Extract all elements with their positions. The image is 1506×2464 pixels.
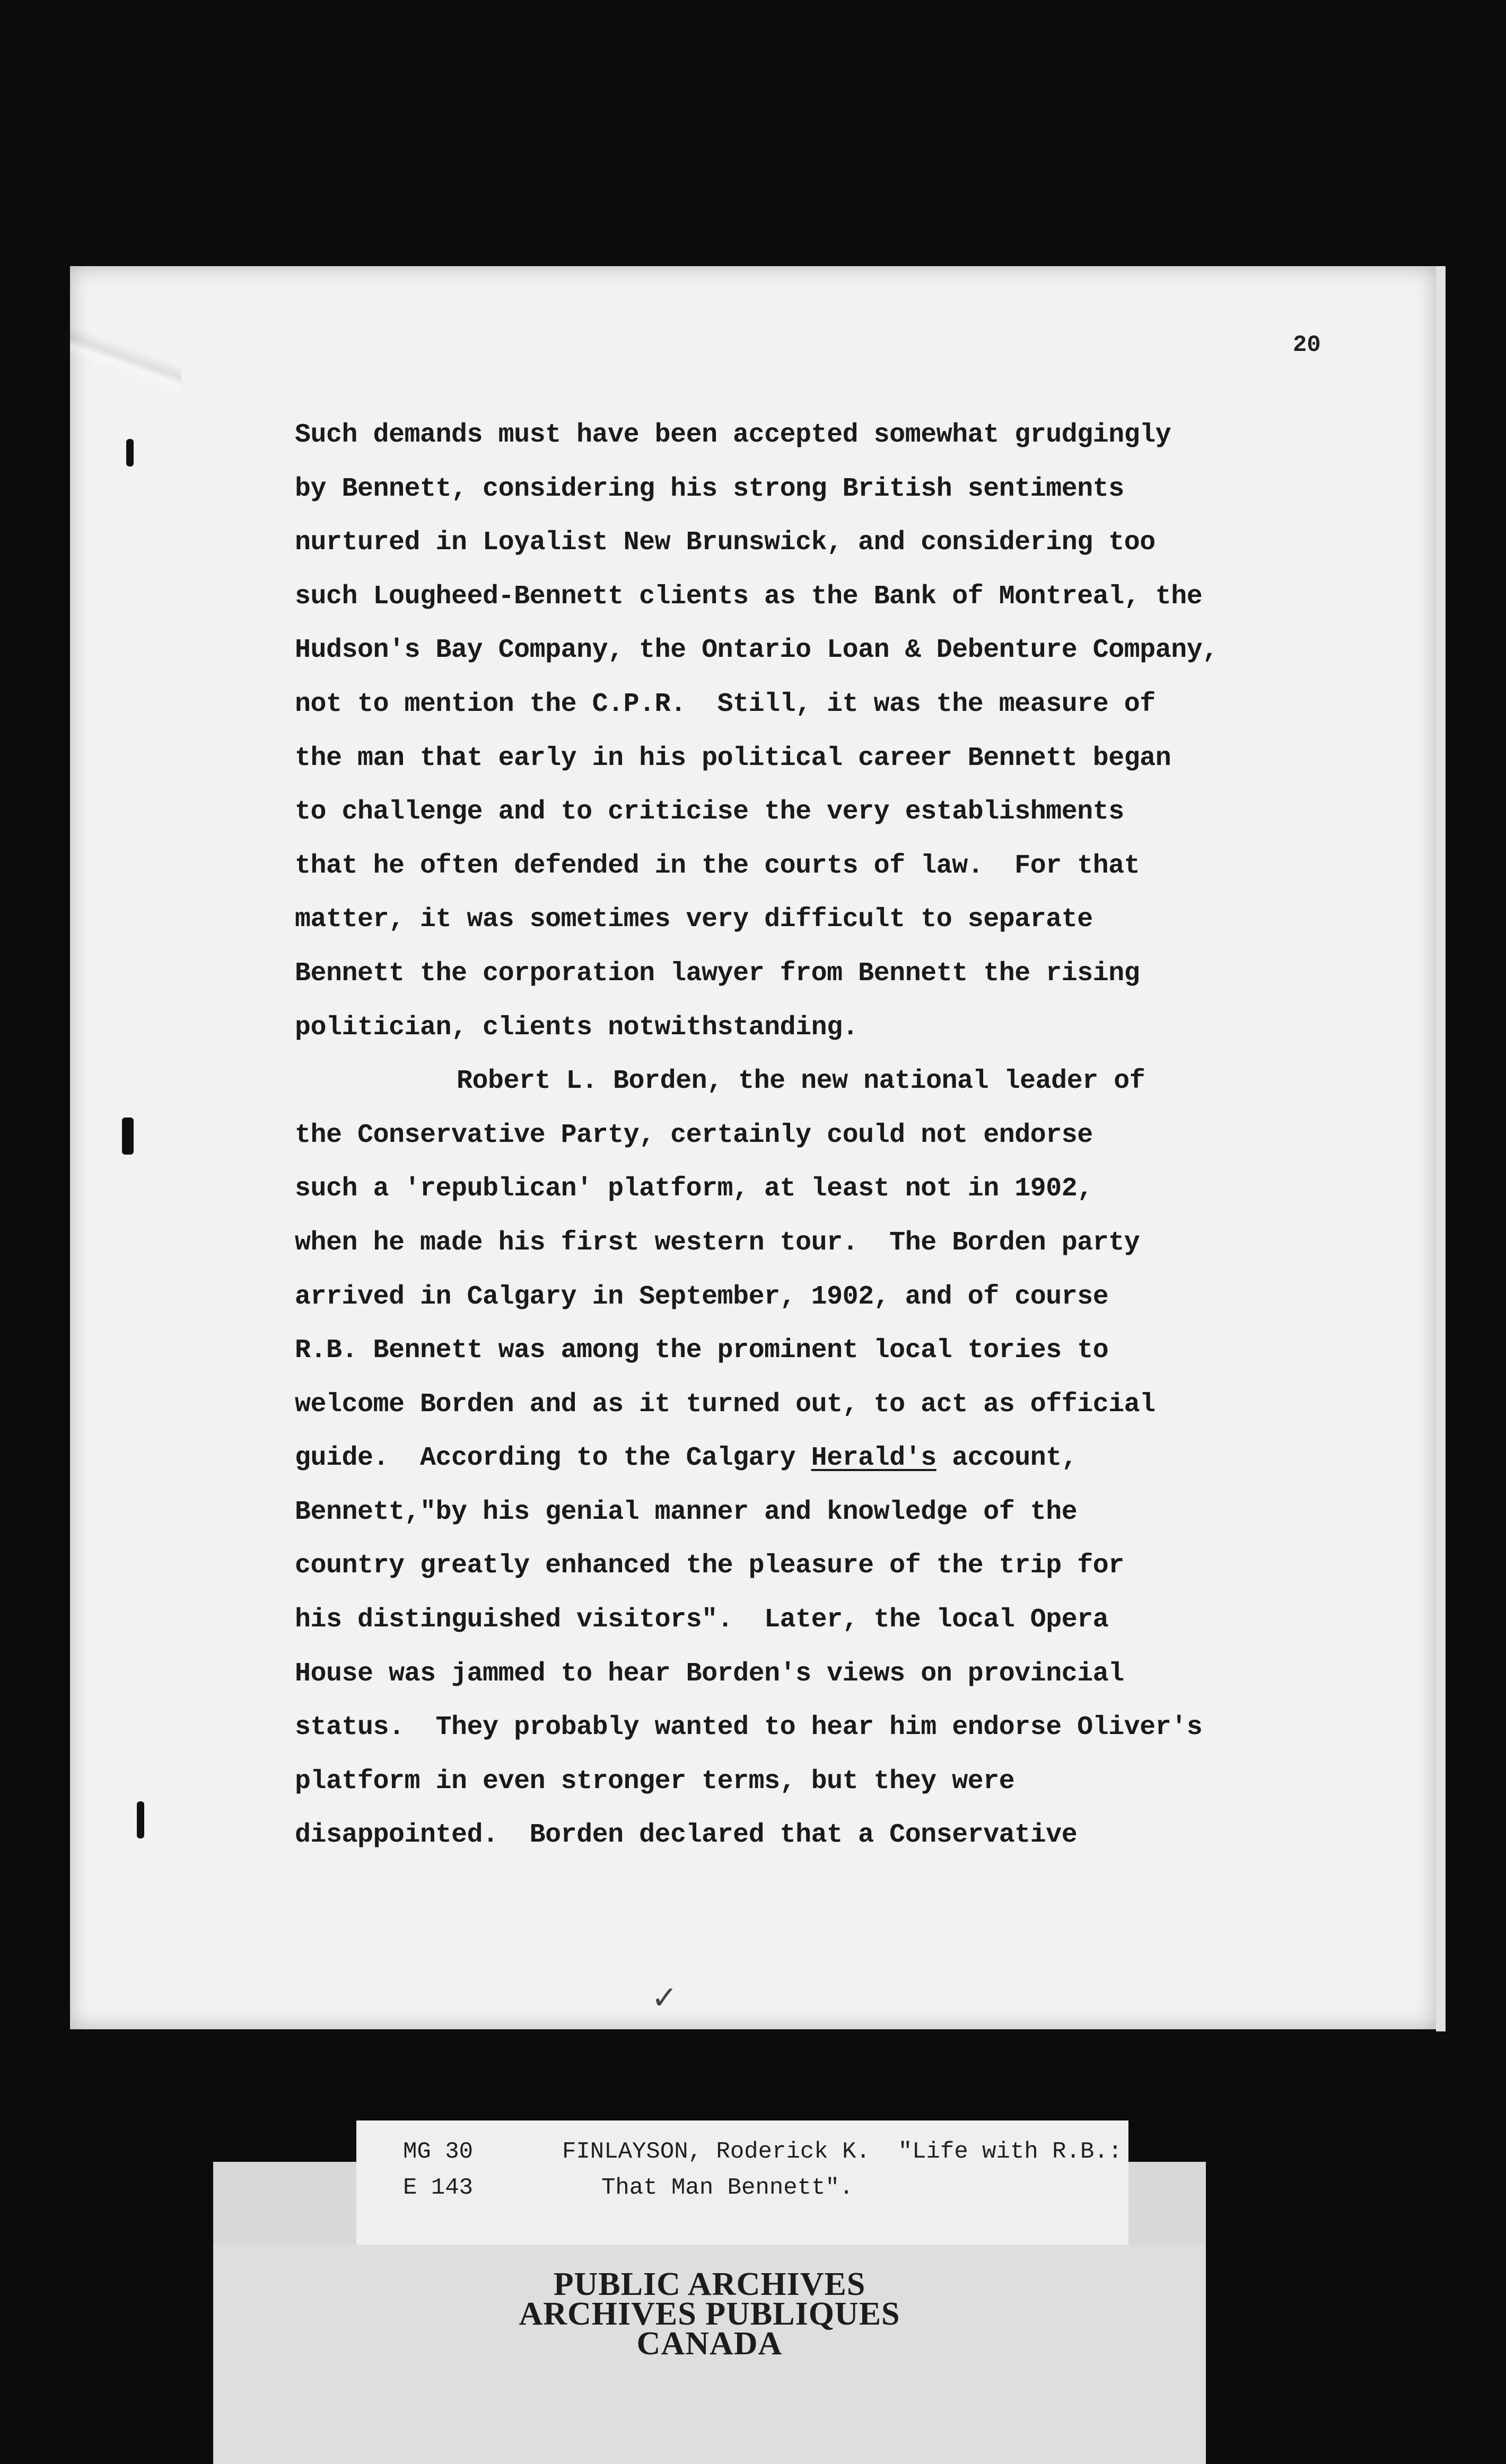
text-line: the Conservative Party, certainly could not endorse <box>295 1120 1093 1150</box>
text-line: Robert L. Borden, the new national leader of <box>457 1066 1145 1097</box>
text-line: Bennett the corporation lawyer from Bennett the rising <box>295 958 1140 989</box>
text-line: status. They probably wanted to hear him endorse Oliver's <box>295 1712 1203 1743</box>
text-line: disappointed. Borden declared that a Conservative <box>295 1820 1078 1851</box>
margin-mark <box>137 1801 144 1838</box>
reference-mg: MG 30 <box>403 2139 474 2165</box>
page-number: 20 <box>1293 332 1321 358</box>
reference-e: E 143 <box>403 2175 474 2201</box>
text-segment: account, <box>936 1443 1078 1474</box>
text-line: not to mention the C.P.R. Still, it was the measure of <box>295 689 1155 719</box>
text-line: that he often defended in the courts of law. For that <box>295 850 1140 881</box>
text-line: his distinguished visitors". Later, the local Opera <box>295 1605 1109 1635</box>
text-line: platform in even stronger terms, but they were <box>295 1766 1015 1797</box>
text-line: arrived in Calgary in September, 1902, and of course <box>295 1281 1109 1312</box>
page-edge <box>1436 266 1446 2031</box>
text-line: such a 'republican' platform, at least not in 1902, <box>295 1174 1093 1204</box>
text-line: politician, clients notwithstanding. <box>295 1012 859 1043</box>
text-line: Hudson's Bay Company, the Ontario Loan & Debenture Company, <box>295 635 1218 666</box>
typed-body <box>295 408 1371 1862</box>
check-mark-icon: ✓ <box>651 1979 678 2017</box>
text-line: House was jammed to hear Borden's views on provincial <box>295 1658 1124 1689</box>
text-line: to challenge and to criticise the very establishments <box>295 797 1124 828</box>
text-segment: guide. According to the Calgary <box>295 1443 811 1474</box>
underlined-title: Herald's <box>811 1443 936 1474</box>
text-line: matter, it was sometimes very difficult to separate <box>295 904 1093 935</box>
text-line: when he made his first western tour. The Borden party <box>295 1227 1140 1258</box>
stamp-line-3: CANADA <box>636 2326 783 2362</box>
text-line: the man that early in his political career Bennett began <box>295 743 1171 773</box>
page-fold-corner <box>70 266 181 425</box>
text-line: R.B. Bennett was among the prominent local tories to <box>295 1335 1109 1366</box>
margin-mark <box>126 439 134 467</box>
label-left-block <box>213 2162 356 2245</box>
label-title-line2: That Man Bennett". <box>601 2175 854 2201</box>
text-line: nurtured in Loyalist New Brunswick, and considering too <box>295 527 1155 558</box>
text-line: Such demands must have been accepted somewhat grudgingly <box>295 420 1171 450</box>
text-line <box>295 1431 1371 1485</box>
stamp-line-1: PUBLIC ARCHIVES <box>553 2266 866 2302</box>
stamp-line-2: ARCHIVES PUBLIQUES <box>519 2296 900 2332</box>
text-line: Bennett,"by his genial manner and knowledge of the <box>295 1497 1078 1527</box>
margin-mark <box>122 1117 134 1155</box>
text-line: such Lougheed-Bennett clients as the Bank of Montreal, the <box>295 581 1203 612</box>
text-line: by Bennett, considering his strong British sentiments <box>295 473 1124 504</box>
label-right-block <box>1128 2162 1206 2245</box>
text-line: welcome Borden and as it turned out, to act as official <box>295 1389 1155 1420</box>
label-title-line1: FINLAYSON, Roderick K. "Life with R.B.: <box>562 2139 1123 2165</box>
text-line: country greatly enhanced the pleasure of the trip for <box>295 1551 1124 1581</box>
archives-stamp <box>213 2245 1206 2464</box>
